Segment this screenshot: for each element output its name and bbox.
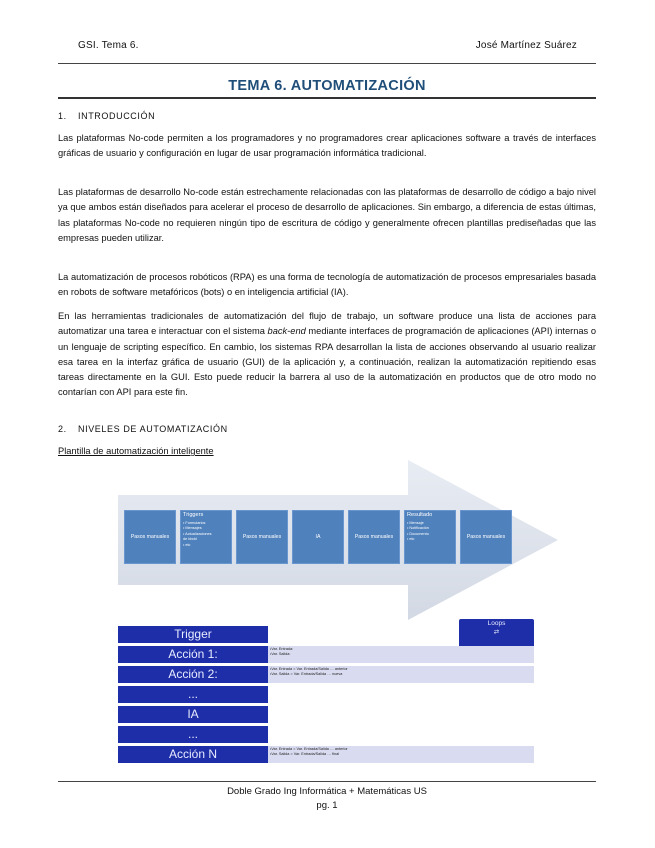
paragraph: Las plataformas No-code permiten a los programadores y no programadores crear aplicaciones software a través de interfaces gráficas de usuario y configuración en lugar de usar programación informática tradicional. [58,133,596,159]
section-label: INTRODUCCIÓN [78,111,156,121]
triggers-item: • Formularios [183,520,206,525]
section-heading-2 [58,424,228,434]
process-step-manual: Pasos manuales [460,510,512,564]
footer-rule [58,781,596,782]
section-heading-1 [58,111,155,121]
paragraph: Las plataformas de desarrollo No-code están estrechamente relacionadas con las plataformas de desarrollo de código a bajo nivel ya que ambos están diseñados para acelerar el proceso de desarrollo de aplicaciones. Sin embargo, a diferencia de estas últimas, las plataformas No-code no requieren ningún tipo de escritura de código y generalmente ofrecen plantillas prediseñadas que las empresas pueden utilizar. [58,187,596,243]
paragraph-text: mediante interfaces de programación de aplicaciones (API) internas o un lenguaje de scripting específico. En cambio, los sistemas RPA desarrollan la lista de acciones observando al usuario realizar esa tarea en la interfaz gráfica de usuario (GUI) de la aplicación y, a continuación, realizan la automatización repitiendo esas tareas directamente en la GUI. Esto puede reducir la barrera al uso de la automatización en productos que de otro modo no contarían con API para este fin. [58,326,596,398]
header-rule [58,63,596,64]
process-step-triggers [180,510,232,564]
process-step-ia: IA [292,510,344,564]
section-label: NIVELES DE AUTOMATIZACIÓN [78,424,228,434]
loops-label: Loops [487,620,506,627]
template-row-ellipsis: ... [118,686,268,703]
paragraph-text: En las herramientas tradicionales de automatización del flujo de trabajo, un software produce una lista de acciones para automatizar una tarea e interactuar con el sistema [58,311,596,337]
note-line: •Var. Entrada = Var. Entrada/Salida … anterior [270,747,348,751]
triggers-item: • Actualizaciones [183,531,212,536]
result-title: Resultado [407,512,433,518]
paragraph [58,309,596,401]
triggers-title: Triggers [183,512,204,518]
subheading: Plantilla de automatización inteligente [58,446,214,456]
template-row-action-2: Acción 2: [118,666,268,683]
triggers-item: • Mensajes [183,526,202,531]
loops-icon: ⇄ [493,629,500,636]
page-title: TEMA 6. AUTOMATIZACIÓN [228,78,426,94]
note-line: •Var. Salida = Var. Entrada/Salida … nueva [270,671,343,676]
process-step-result [404,510,456,564]
section-number: 1. [58,111,67,121]
page-number: pg. 1 [316,800,338,811]
process-step-manual: Pasos manuales [124,510,176,564]
footer-text: Doble Grado Ing Informática + Matemáticas US [227,786,427,797]
result-item: • etc [407,537,415,542]
header-right: José Martínez Suárez [475,40,577,51]
triggers-item: de bbdd [183,537,197,542]
note-line: •Var. Entrada = Var. Entrada/Salida … anterior [270,667,348,671]
process-step-manual: Pasos manuales [236,510,288,564]
title-rule [58,97,596,99]
result-item: • Notificación [407,526,430,531]
template-row-action-1: Acción 1: [118,646,268,663]
action-n-notes [268,746,534,763]
process-step-manual: Pasos manuales [348,510,400,564]
note-line: •Var. Entrada: [270,647,294,651]
paragraph: La automatización de procesos robóticos (RPA) es una forma de tecnología de automatización de procesos empresariales basada en robots de software metafóricos (bots) o en inteligencia artificial (IA). [58,272,596,298]
note-line: •Var. Salida = Var. Entrada/Salida … final [270,751,340,756]
template-row-ellipsis: ... [118,726,268,743]
emphasis-text: back-end [267,326,306,337]
header-left: GSI. Tema 6. [78,40,139,51]
section-number: 2. [58,424,67,434]
loops-box [459,619,534,649]
template-row-trigger: Trigger [118,626,268,643]
result-item: • Mensaje [407,520,424,525]
action-1-notes [268,646,534,663]
result-item: • Documento [407,531,429,536]
note-line: •Var. Salida: [270,651,291,656]
template-row-ia: IA [118,706,268,723]
triggers-item: • etc [183,542,191,547]
action-2-notes [268,666,534,683]
template-row-action-n: Acción N [118,746,268,763]
